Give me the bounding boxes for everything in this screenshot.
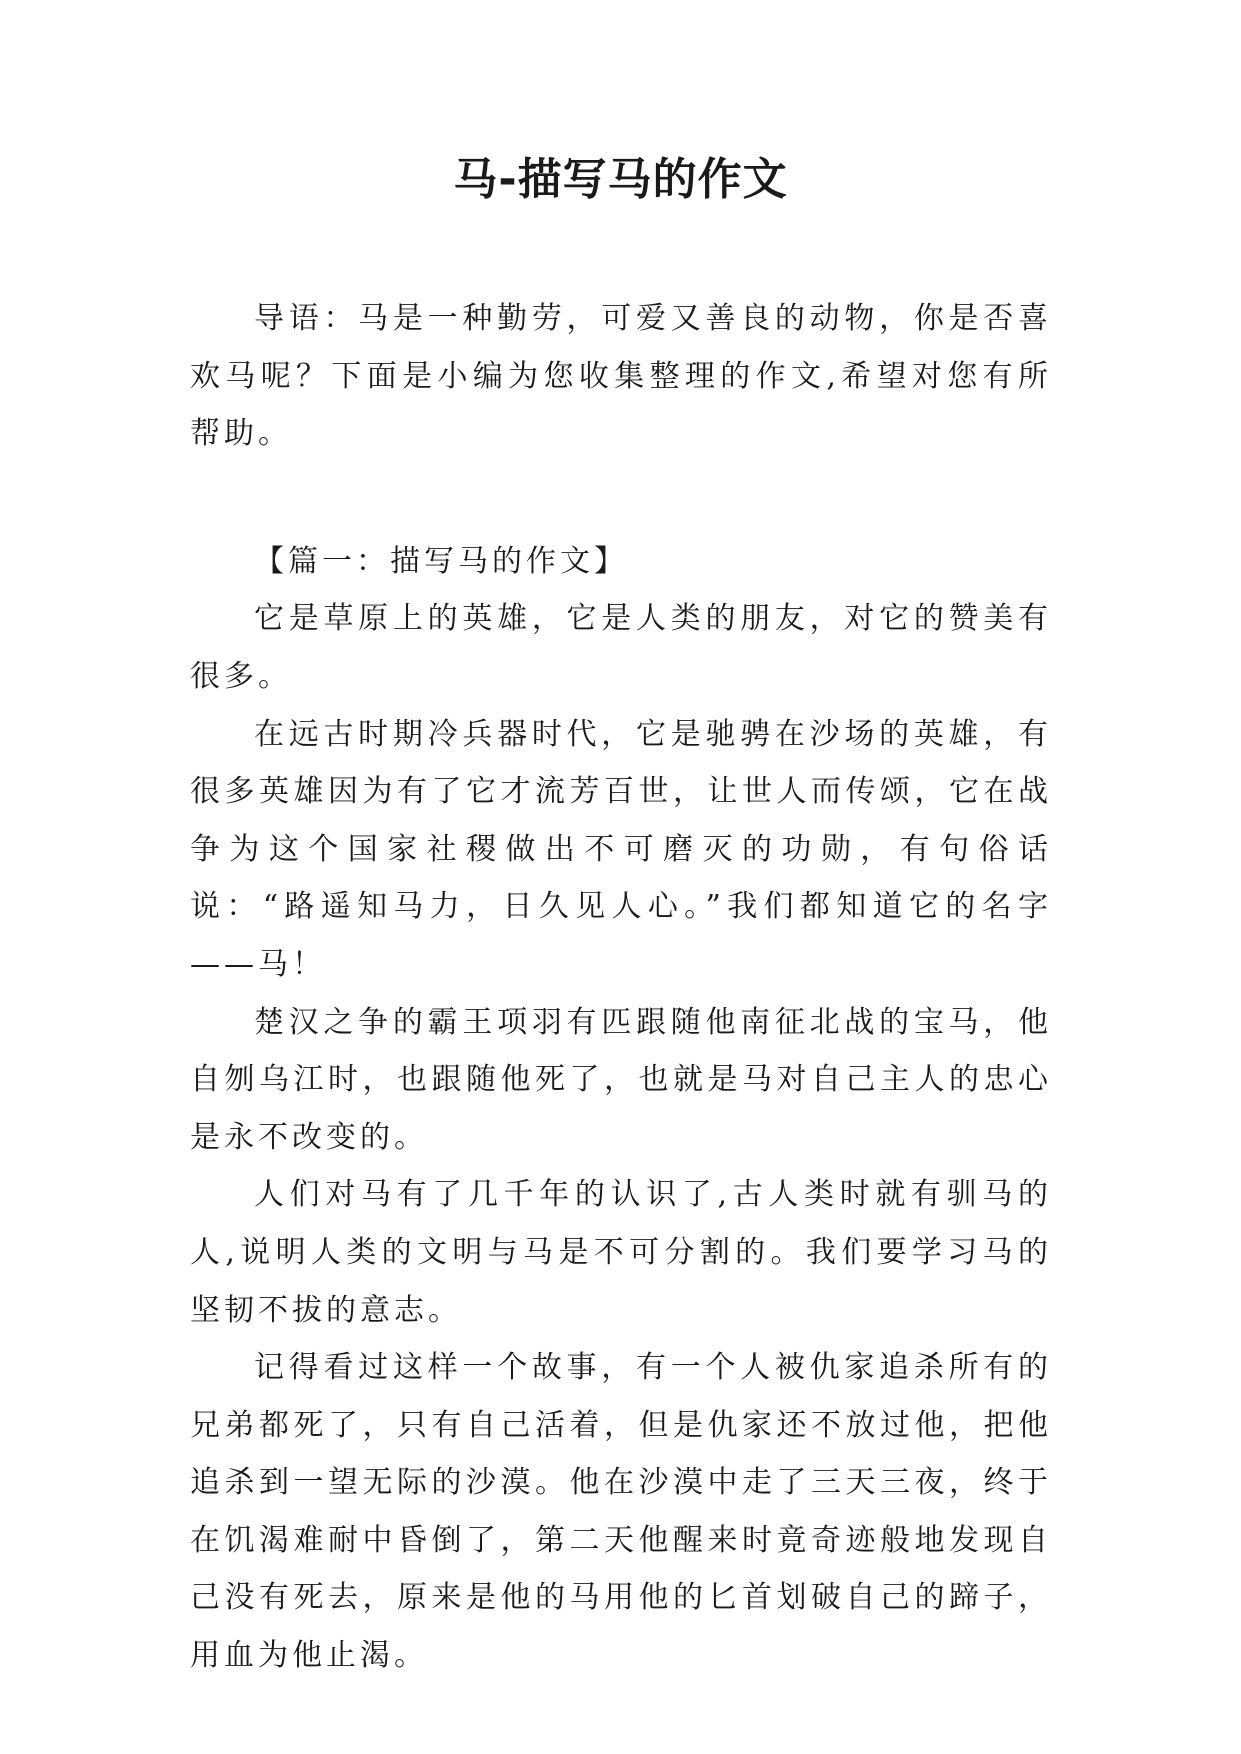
document-title: 马-描写马的作文 xyxy=(453,154,788,205)
body-paragraph: 楚汉之争的霸王项羽有匹跟随他南征北战的宝马，他自刎乌江时，也跟随他死了，也就是马对自己主人的忠心是永不改变的。 xyxy=(190,1004,1052,1155)
section-heading: 【篇一：描写马的作文】 xyxy=(254,543,628,579)
intro-paragraph: 导语：马是一种勤劳，可爱又善良的动物，你是否喜欢马呢？下面是小编为您收集整理的作文,希望对您有所帮助。 xyxy=(190,301,1052,452)
body-paragraph: 记得看过这样一个故事，有一个人被仇家追杀所有的兄弟都死了，只有自己活着，但是仇家还不放过他，把他追杀到一望无际的沙漠。他在沙漠中走了三天三夜，终于在饥渴难耐中昏倒了，第二天他醒来时竟奇迹般地发现自己没有死去，原来是他的马用他的匕首划破自己的蹄子，用血为他止渴。 xyxy=(190,1350,1052,1674)
document-body xyxy=(190,290,1052,1685)
spacer xyxy=(190,463,1052,533)
body-paragraph: 在远古时期冷兵器时代，它是驰骋在沙场的英雄，有很多英雄因为有了它才流芳百世，让世人而传颂，它在战争为这个国家社稷做出不可磨灭的功勋，有句俗话说：“路遥知马力，日久见人心。”我们都知道它的名字——马！ xyxy=(190,716,1052,982)
body-paragraph: 人们对马有了几千年的认识了,古人类时就有驯马的人,说明人类的文明与马是不可分割的。我们要学习马的坚韧不拔的意志。 xyxy=(190,1177,1052,1328)
body-paragraph: 它是草原上的英雄，它是人类的朋友，对它的赞美有很多。 xyxy=(190,601,1052,694)
